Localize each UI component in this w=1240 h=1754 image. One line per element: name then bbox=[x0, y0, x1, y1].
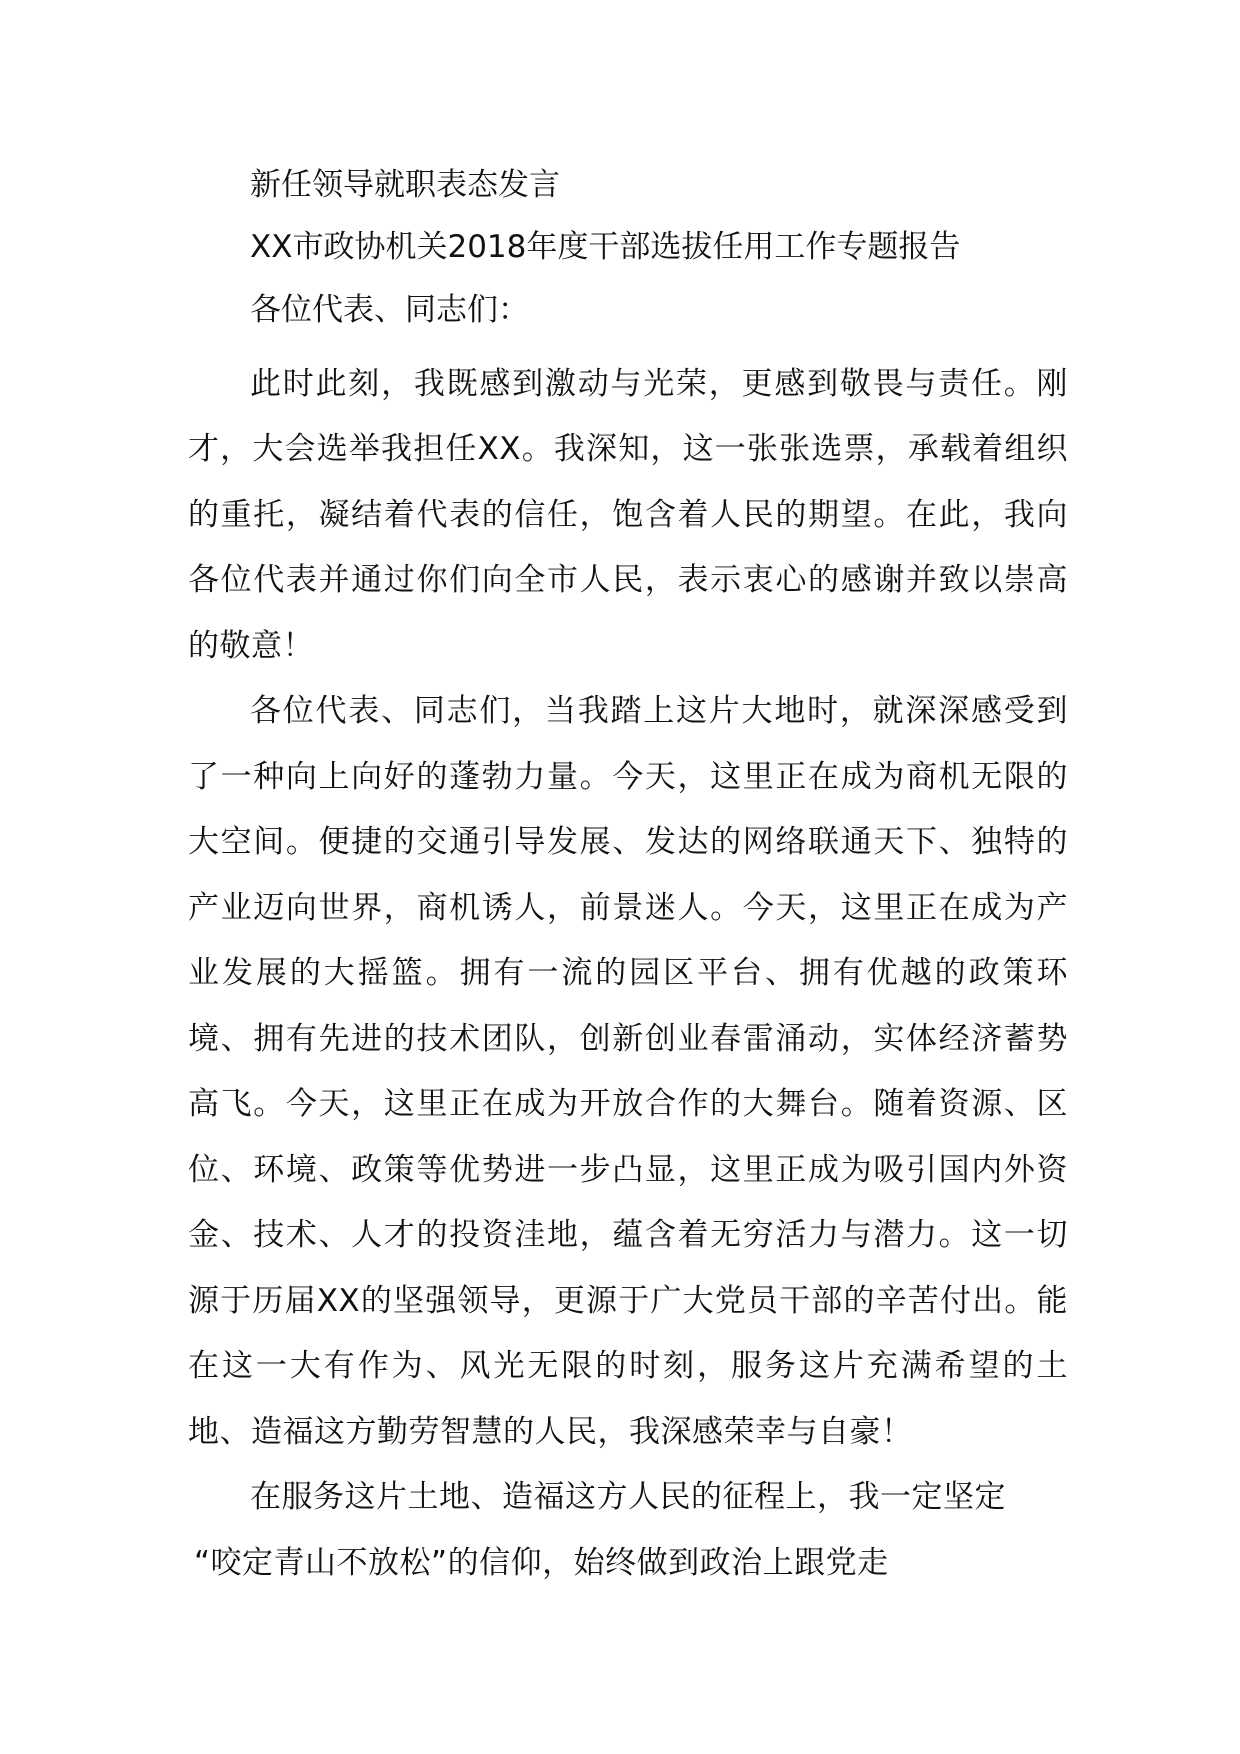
document-body bbox=[188, 165, 1068, 1596]
paragraph-3-continued: “咬定青山不放松”的信仰，始终做到政治上跟党走 bbox=[194, 1544, 889, 1581]
paragraph-3: 在服务这片土地、造福这方人民的征程上，我一定坚定 bbox=[250, 1479, 1006, 1516]
salutation: 各位代表、同志们： bbox=[250, 291, 529, 328]
paragraph-1: 此时此刻，我既感到激动与光荣，更感到敬畏与责任。刚才，大会选举我担任XX。我深知，这一张张选票，承载着组织的重托，凝结着代表的信任，饱含着人民的期望。在此，我向各位代表并通过你们向全市人民，表示衷心的感谢并致以崇高的敬意！ bbox=[188, 365, 1068, 664]
document-subtitle: XX市政协机关2018年度干部选拔任用工作专题报告 bbox=[250, 229, 961, 266]
document-title: 新任领导就职表态发言 bbox=[250, 167, 560, 203]
paragraph-2: 各位代表、同志们，当我踏上这片大地时，就深深感受到了一种向上向好的蓬勃力量。今天，这里正在成为商机无限的大空间。便捷的交通引导发展、发达的网络联通天下、独特的产业迈向世界，商机诱人，前景迷人。今天，这里正在成为产业发展的大摇篮。拥有一流的园区平台、拥有优越的政策环境、拥有先进的技术团队，创新创业春雷涌动，实体经济蓄势高飞。今天，这里正在成为开放合作的大舞台。随着资源、区位、环境、政策等优势进一步凸显，这里正成为吸引国内外资金、技术、人才的投资洼地，蕴含着无穷活力与潜力。这一切源于历届XX的坚强领导，更源于广大党员干部的辛苦付出。能在这一大有作为、风光无限的时刻，服务这片充满希望的土地、造福这方勤劳智慧的人民，我深感荣幸与自豪！ bbox=[188, 693, 1068, 1450]
